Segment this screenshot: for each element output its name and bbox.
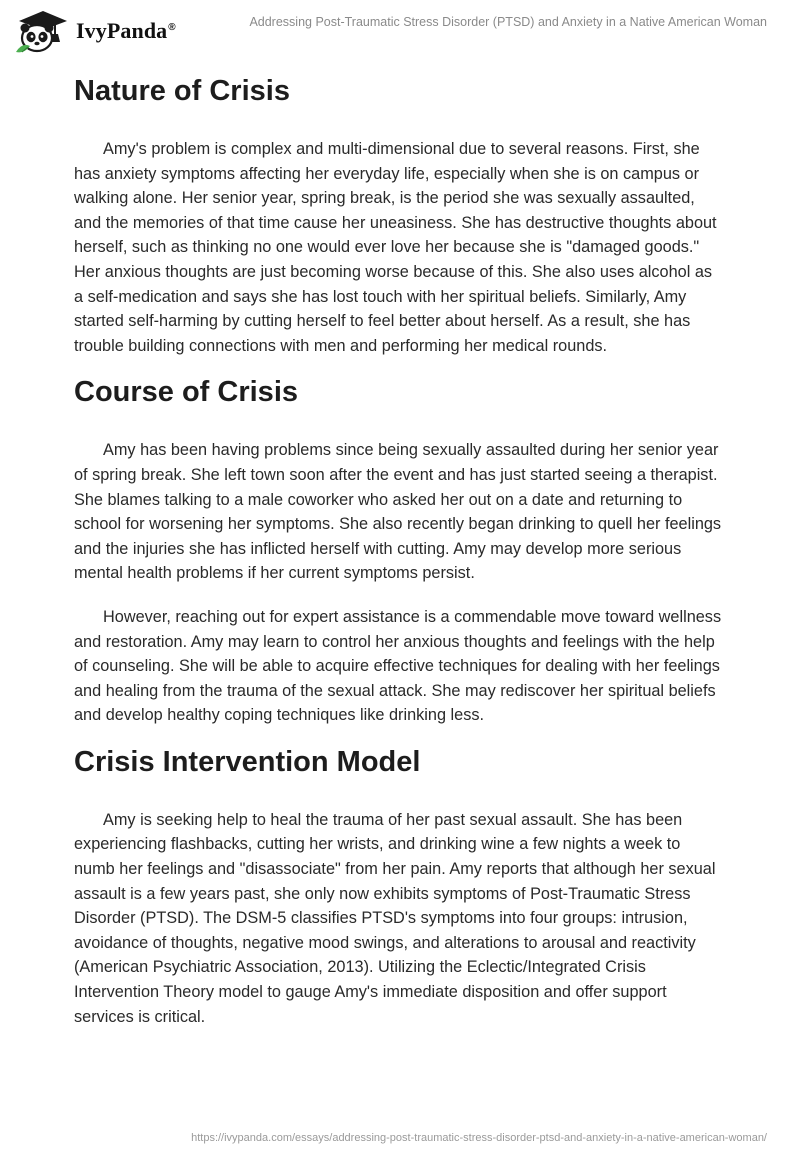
logo-text [76,18,176,44]
section-heading-nature-of-crisis: Nature of Crisis [74,75,290,107]
source-url-link[interactable]: https://ivypanda.com/essays/addressing-post-traumatic-stress-disorder-ptsd-and-anxiety-in-a-native-american-woman/ [191,1132,767,1144]
logo-name: IvyPanda [76,18,168,43]
paragraph-course-of-crisis-2: However, reaching out for expert assistance is a commendable move toward wellness and restoration. Amy may learn to control her anxious thoughts and feelings with the help of counseling. She will be able to acquire effective techniques for dealing with her feelings and healing from the trauma of the sexual attack. She may rediscover her spiritual beliefs and develop healthy coping techniques like drinking less. [74,607,722,725]
section-heading-course-of-crisis: Course of Crisis [74,376,298,409]
paragraph-course-of-crisis-1: Amy has been having problems since being sexually assaulted during her senior year of spring break. She left town soon after the event and has just started seeing a therapist. She blames talking to a male coworker who asked her out on a date and returning to school for worsening her symptoms. She also recently began drinking to quell her feelings and the injuries she has inflicted herself with cutting. Amy may develop more serious mental health problems if her current symptoms persist. [74,441,722,583]
ivypanda-logo[interactable] [14,8,176,54]
essay-content [74,66,724,1029]
paragraph-nature-of-crisis-1: Amy's problem is complex and multi-dimensional due to several reasons. First, she has anxiety symptoms affecting her everyday life, especially when she is on campus or walking alone. Her senior year, spring break, is the period she was sexually assaulted, and the memories of that time cause her uneasiness. She has destructive thoughts about herself, such as thinking no one would ever love her because she is "damaged goods." Her anxious thoughts are just becoming worse because of this. She also uses alcohol as a self-medication and says she has lost touch with her spiritual beliefs. Similarly, Amy started self-harming by cutting herself to feel better about herself. As a result, she has trouble building connections with men and performing her medical rounds. [74,140,717,355]
page-header [0,0,800,60]
section-heading-crisis-intervention-model: Crisis Intervention Model [74,745,421,778]
registered-mark: ® [168,21,176,33]
paragraph-crisis-intervention-model-1: Amy is seeking help to heal the trauma of her past sexual assault. She has been experiencing flashbacks, cutting her wrists, and drinking wine a few nights a week to numb her feelings and "disassociate" from her pain. Amy reports that although her sexual assault is a few years past, she only now exhibits symptoms of Post-Traumatic Stress Disorder (PTSD). The DSM-5 classifies PTSD's symptoms into four groups: intrusion, avoidance of thoughts, negative mood swings, and alterations to arousal and reactivity (American Psychiatric Association, 2013). Utilizing the Eclectic/Integrated Crisis Intervention Theory model to gauge Amy's immediate disposition and offer support services is critical. [74,810,716,1026]
document-title: Addressing Post-Traumatic Stress Disorder (PTSD) and Anxiety in a Native American Woman [249,15,767,29]
panda-logo-icon [14,8,72,54]
